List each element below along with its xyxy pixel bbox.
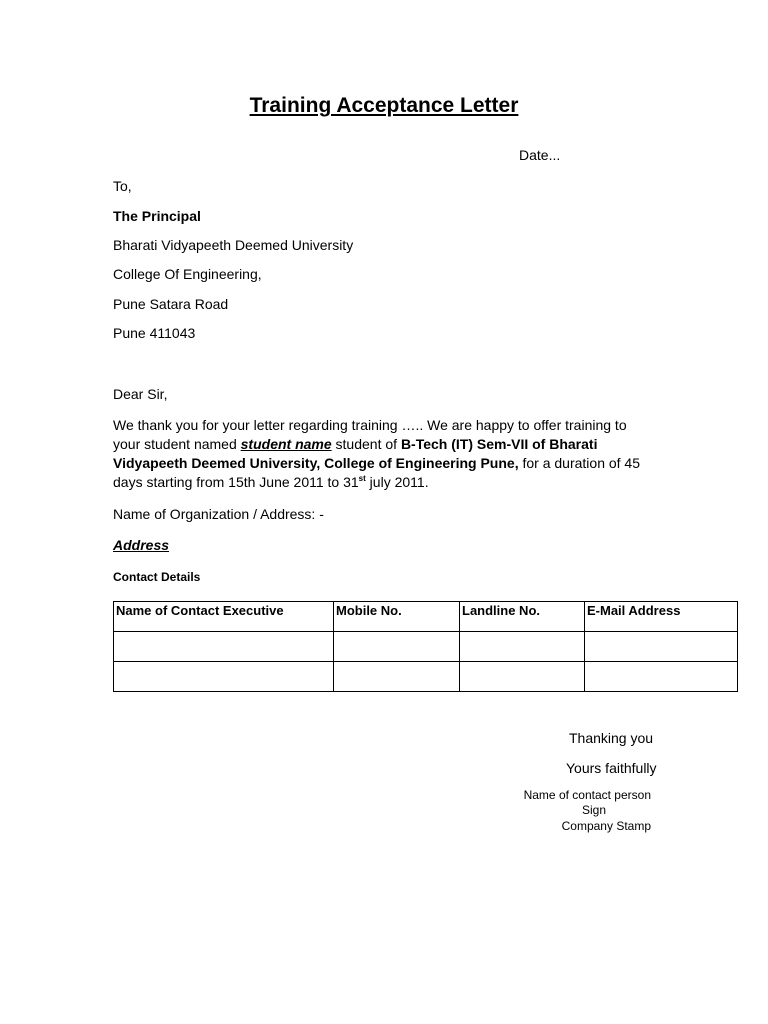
- recipient-line-2: College Of Engineering,: [113, 266, 262, 282]
- closing-thanks: Thanking you: [569, 730, 654, 746]
- organization-label: Name of Organization / Address: -: [113, 506, 324, 522]
- closing-yours: Yours faithfully: [566, 760, 657, 776]
- student-name-placeholder: student name: [240, 436, 332, 452]
- course-text: B-Tech (IT) Sem-VII of Bharati Vidyapeeth Deemed University, College of Engineering Pune,: [113, 436, 598, 471]
- table-cell: [585, 662, 738, 692]
- salutation: Dear Sir,: [113, 386, 168, 402]
- body-text-3: for a duration of 45 days starting from 15th June 2011 to 31: [113, 455, 641, 490]
- recipient-name: The Principal: [113, 208, 201, 224]
- header-contact-executive: Name of Contact Executive: [114, 602, 334, 632]
- address-label: Address: [113, 537, 170, 553]
- table-cell: [334, 632, 460, 662]
- date-label: Date...: [519, 147, 561, 163]
- recipient-line-4: Pune 411043: [113, 325, 196, 341]
- letter-title: Training Acceptance Letter: [249, 94, 519, 117]
- table-cell: [460, 632, 585, 662]
- to-label: To,: [113, 178, 132, 194]
- body-paragraph: [113, 416, 643, 492]
- table-cell: [334, 662, 460, 692]
- table-cell: [114, 632, 334, 662]
- company-stamp-label: Company Stamp: [561, 819, 651, 833]
- body-text-4: july 2011.: [365, 474, 429, 490]
- contact-details-label: Contact Details: [113, 570, 201, 584]
- table-cell: [114, 662, 334, 692]
- recipient-line-1: Bharati Vidyapeeth Deemed University: [113, 237, 354, 253]
- sign-label: Sign: [582, 803, 607, 817]
- body-text-1: We thank you for your letter regarding training ….. We are happy to offer training to your student named: [113, 417, 627, 452]
- table-row: [114, 662, 738, 692]
- ordinal-suffix: st: [358, 474, 366, 483]
- table-cell: [585, 632, 738, 662]
- contact-person-label: Name of contact person: [523, 788, 651, 802]
- header-landline: Landline No.: [460, 602, 585, 632]
- header-mobile: Mobile No.: [334, 602, 460, 632]
- table-cell: [460, 662, 585, 692]
- contact-table: [113, 601, 738, 692]
- header-email: E-Mail Address: [585, 602, 738, 632]
- table-header-row: [114, 602, 738, 632]
- recipient-line-3: Pune Satara Road: [113, 296, 229, 312]
- table-row: [114, 632, 738, 662]
- body-text-2: student of: [331, 436, 401, 452]
